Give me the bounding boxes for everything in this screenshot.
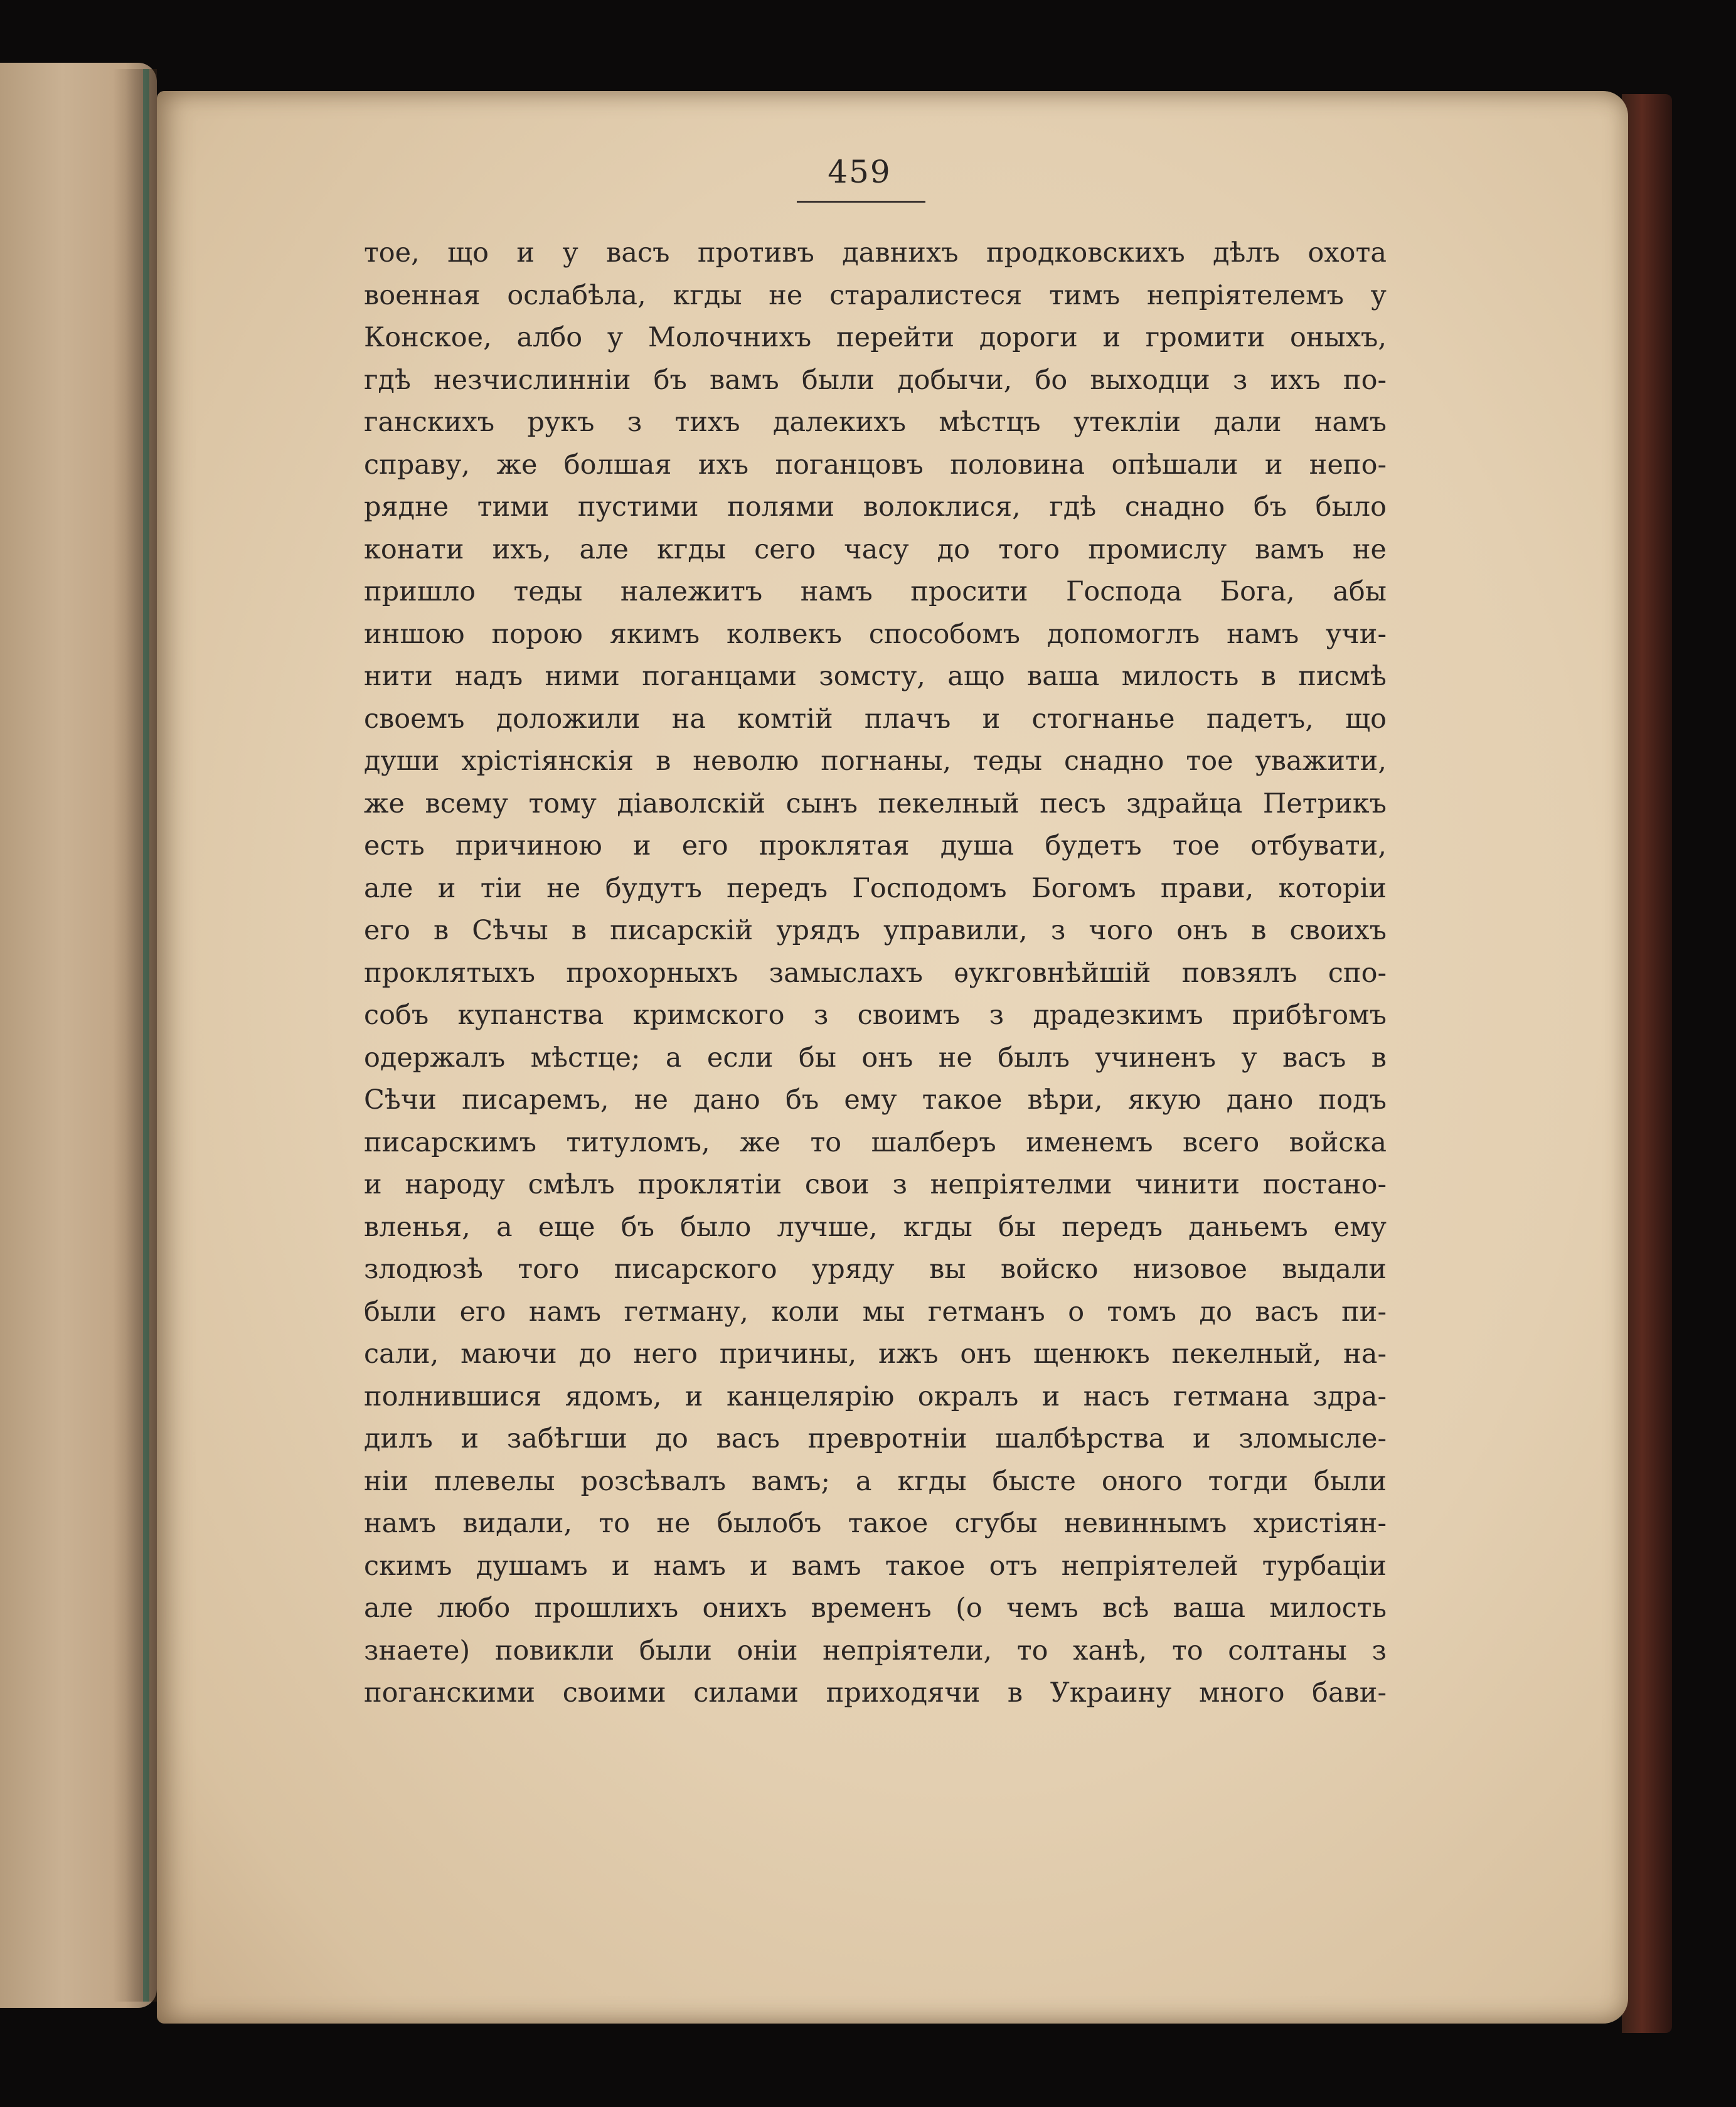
book-cover-edge xyxy=(1622,94,1672,2033)
text-line: иншою порою якимъ колвекъ способомъ допомоглъ намъ учи- xyxy=(364,618,1387,650)
text-line: скимъ душамъ и намъ и вамъ такое отъ непріятелей турбаціи xyxy=(364,1550,1387,1582)
text-line: Конское, албо у Молочнихъ перейти дороги и громити оныхъ, xyxy=(364,322,1387,353)
text-line: души хрістіянскія в неволю погнаны, теды снадно тое уважити, xyxy=(364,745,1387,777)
text-line: гдѣ незчислинніи бъ вамъ были добычи, бо выходци з ихъ по- xyxy=(364,364,1387,396)
text-line: были его намъ гетману, коли мы гетманъ о томъ до васъ пи- xyxy=(364,1296,1387,1328)
text-line: собъ купанства кримского з своимъ з драдезкимъ прибѣгомъ xyxy=(364,1000,1387,1031)
text-line: пришло теды належитъ намъ просити Господа Бога, абы xyxy=(364,576,1387,607)
text-line: есть причиною и его проклятая душа будетъ тое отбувати, xyxy=(364,830,1387,861)
text-line: рядне тими пустими полями волоклися, гдѣ снадно бъ было xyxy=(364,491,1387,523)
text-line: вленья, а еще бъ было лучше, кгды бы передъ даньемъ ему xyxy=(364,1211,1387,1243)
text-line: злодюзѣ того писарского уряду вы войско низовое выдали xyxy=(364,1254,1387,1285)
text-line: справу, же болшая ихъ поганцовъ половина опѣшали и непо- xyxy=(364,449,1387,481)
text-line: тое, що и у васъ противъ давнихъ продковскихъ дѣлъ охота xyxy=(364,237,1387,269)
text-line: одержалъ мѣстце; а если бы онъ не былъ учиненъ у васъ в xyxy=(364,1042,1387,1074)
text-line: военная ослабѣла, кгды не старалистеся тимъ непріятелемъ у xyxy=(364,279,1387,311)
text-line: проклятыхъ прохорныхъ замыслахъ ѳукговнѣйшій повзялъ спо- xyxy=(364,957,1387,989)
text-line: сали, маючи до него причины, ижъ онъ щенюкъ пекелный, на- xyxy=(364,1338,1387,1370)
text-line: и народу смѣлъ проклятіи свои з непріятелми чинити постано- xyxy=(364,1169,1387,1200)
text-line: его в Сѣчы в писарскій урядъ управили, з чого онъ в своихъ xyxy=(364,915,1387,946)
text-line: але любо прошлихъ онихъ временъ (о чемъ всѣ ваша милость xyxy=(364,1592,1387,1624)
text-line: своемъ доложили на комтій плачъ и стогнанье падетъ, що xyxy=(364,703,1387,735)
text-line: нити надъ ними поганцами зомсту, ащо ваша милость в писмѣ xyxy=(364,661,1387,692)
text-line: але и тіи не будутъ передъ Господомъ Богомъ прави, которіи xyxy=(364,872,1387,904)
text-line: конати ихъ, але кгды сего часу до того промислу вамъ не xyxy=(364,533,1387,565)
book-gutter-shadow xyxy=(113,69,157,2002)
text-line: намъ видали, то не былобъ такое сгубы невиннымъ христіян- xyxy=(364,1508,1387,1539)
text-line: знаете) повикли были оніи непріятели, то ханѣ, то солтаны з xyxy=(364,1635,1387,1667)
page-body-text xyxy=(364,232,1387,1715)
text-line: писарскимъ титуломъ, же то шалберъ именемъ всего войска xyxy=(364,1126,1387,1158)
header-rule xyxy=(797,201,925,203)
text-line: дилъ и забѣгши до васъ превротніи шалбѣрства и зломысле- xyxy=(364,1423,1387,1454)
binding-thread xyxy=(143,69,149,2002)
text-line: ніи плевелы розсѣвалъ вамъ; а кгды бысте оного тогди были xyxy=(364,1465,1387,1497)
page-number: 459 xyxy=(828,154,892,190)
text-line: Сѣчи писаремъ, не дано бъ ему такое вѣри, якую дано подъ xyxy=(364,1084,1387,1116)
text-line: поганскими своими силами приходячи в Украину много бави- xyxy=(364,1677,1387,1709)
text-line: полнившися ядомъ, и канцелярію окралъ и насъ гетмана здра- xyxy=(364,1380,1387,1412)
text-line: же всему тому діаволскій сынъ пекелный песъ здрайца Петрикъ xyxy=(364,787,1387,819)
text-line: ганскихъ рукъ з тихъ далекихъ мѣстцъ утекліи дали намъ xyxy=(364,407,1387,438)
